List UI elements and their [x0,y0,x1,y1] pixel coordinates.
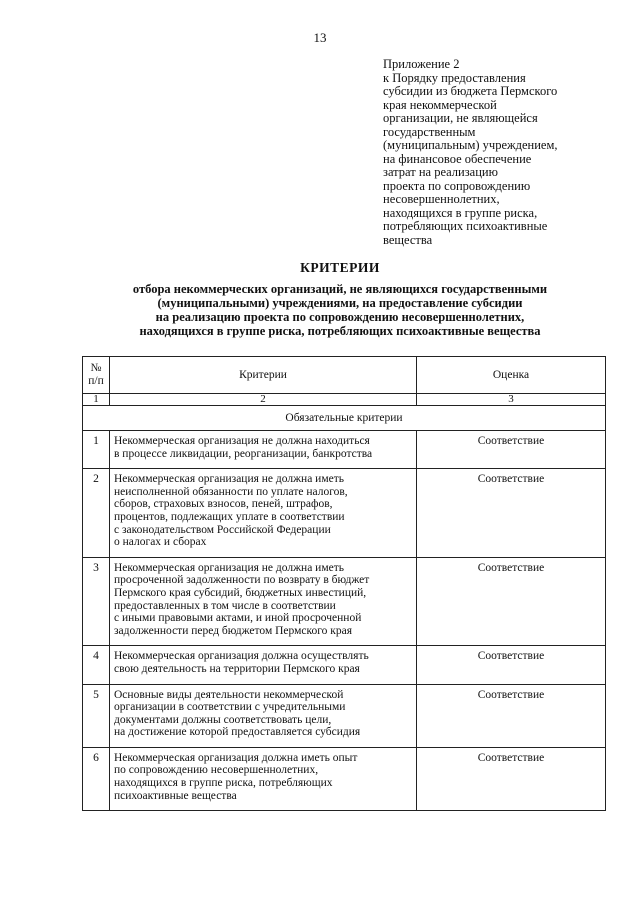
criterion-line: просроченной задолженности по возврату в бюджет [114,574,370,587]
header-num [83,357,110,394]
criterion-line: психоактивные вещества [114,789,237,802]
table-row [83,747,606,810]
criterion-line: предоставленных в том числе в соответствии [114,599,336,612]
table-row [83,646,606,684]
row-rating: Соответствие [417,431,606,469]
appendix-line: государственным [383,124,476,139]
section-title: Обязательные критерии [83,406,606,431]
appendix-line: к Порядку предоставления [383,70,526,85]
appendix-line: субсидии из бюджета Пермского [383,84,558,98]
column-number: 3 [417,394,606,406]
criterion-line: с иными правовыми актами, и иной просроченной [114,612,362,625]
appendix-line: края некоммерческой [383,97,497,112]
appendix-block [383,58,611,247]
row-number: 2 [83,469,110,558]
appendix-line: организации, не являющейся [383,111,538,125]
criterion-line: документами должны соответствовать цели, [114,713,332,726]
criterion-line: Пермского края субсидий, бюджетных инвестиций, [114,586,367,599]
appendix-line: затрат на реализацию [383,165,498,179]
criterion-line: Основные виды деятельности некоммерческой [114,688,344,701]
document-title: КРИТЕРИИ [300,260,380,275]
row-criterion [110,684,417,747]
criteria-table [82,356,606,811]
page-number: 13 [313,30,327,45]
row-criterion [110,469,417,558]
table-header-row [83,357,606,394]
row-number: 1 [83,431,110,469]
table-row [83,557,606,646]
appendix-line: Приложение 2 [383,57,460,71]
criterion-line: Некоммерческая организация должна осуществлять [114,650,369,663]
criterion-line: на достижение которой предоставляется субсидия [114,726,361,739]
appendix-line: потребляющих психоактивные [383,219,548,233]
header-num-line: № [90,362,102,374]
criterion-line: Некоммерческая организация не должна находиться [114,435,370,447]
criterion-line: с законодательством Российской Федерации [114,523,331,536]
criterion-line: по сопровождению несовершеннолетних, [114,764,319,777]
row-criterion [110,646,417,684]
subtitle-line: (муниципальными) учреждениями, на предоставление субсидии [157,296,523,310]
criterion-line: свою деятельность на территории Пермского края [114,662,360,675]
table-row [83,431,606,469]
column-number: 2 [110,394,417,406]
criterion-line: процентов, подлежащих уплате в соответствии [114,510,345,523]
subtitle-line: на реализацию проекта по сопровождению несовершеннолетних, [155,310,525,324]
row-criterion [110,747,417,810]
row-rating: Соответствие [417,557,606,646]
column-number: 1 [83,394,110,406]
criterion-line: о налогах и сборах [114,536,207,549]
appendix-line: находящихся в группе риска, [383,205,538,220]
appendix-line: (муниципальным) учреждением, [383,138,558,152]
row-number: 4 [83,646,110,684]
criterion-line: организации в соответствии с учредительными [114,701,346,714]
row-rating: Соответствие [417,646,606,684]
criterion-line: задолженности перед бюджетом Пермского края [114,624,352,637]
subtitle-line: отбора некоммерческих организаций, не являющихся государственными [132,282,548,296]
row-rating: Соответствие [417,747,606,810]
row-rating: Соответствие [417,684,606,747]
row-criterion [110,431,417,469]
appendix-line: на финансовое обеспечение [383,151,532,166]
criterion-line: Некоммерческая организация должна иметь опыт [114,751,358,764]
row-number: 5 [83,684,110,747]
appendix-line: вещества [383,232,433,247]
criterion-line: Некоммерческая организация не должна иметь [114,473,344,486]
row-number: 3 [83,557,110,646]
header-rating: Оценка [417,357,606,394]
criterion-line: Некоммерческая организация не должна иметь [114,561,344,574]
row-number: 6 [83,747,110,810]
criterion-line: неисполненной обязанности по уплате налогов, [114,485,348,498]
criterion-line: в процессе ликвидации, реорганизации, банкротства [114,447,373,460]
criterion-line: находящихся в группе риска, потребляющих [114,777,333,790]
appendix-line: проекта по сопровождению [383,178,531,193]
header-num-line: п/п [88,375,104,387]
table-row [83,469,606,558]
column-numbers-row [83,394,606,406]
header-criteria: Критерии [110,357,417,394]
subtitle-line: находящихся в группе риска, потребляющих психоактивные вещества [139,324,541,338]
criterion-line: сборов, страховых взносов, пеней, штрафов, [114,498,333,511]
section-row [83,406,606,431]
row-criterion [110,557,417,646]
appendix-line: несовершеннолетних, [383,192,500,206]
table-row [83,684,606,747]
document-subtitle [40,282,640,338]
row-rating: Соответствие [417,469,606,558]
